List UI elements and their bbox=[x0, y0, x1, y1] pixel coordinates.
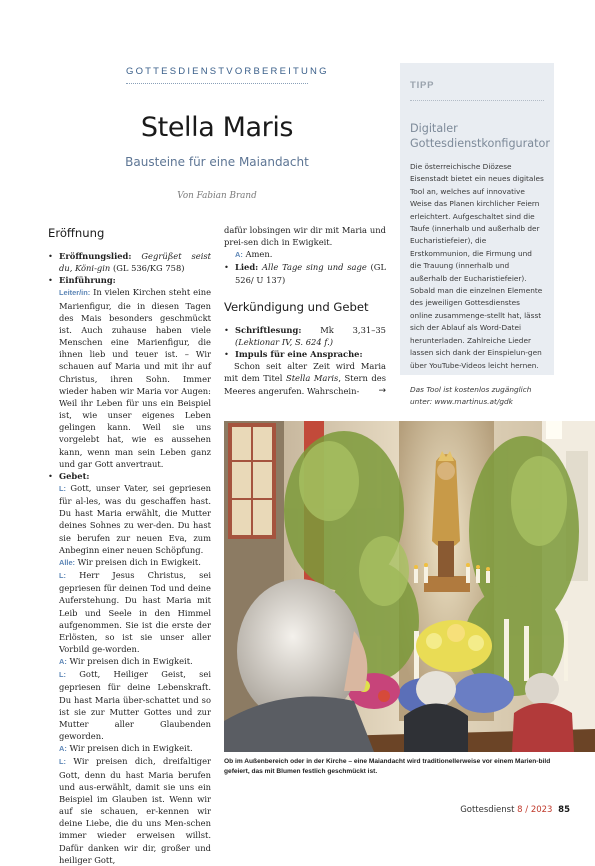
page-number: 85 bbox=[558, 805, 570, 815]
issue-number: 8 / 2023 bbox=[517, 805, 553, 815]
heading-eroeffnung: Eröffnung bbox=[48, 226, 105, 240]
tip-note: Das Tool ist kostenlos zugänglich unter: www.martinus.at/gdk bbox=[410, 384, 532, 407]
response-line-1 bbox=[48, 556, 211, 569]
gebet-line-2 bbox=[48, 569, 211, 655]
response-text-1: Wir preisen dich in Ewigkeit. bbox=[77, 556, 201, 567]
einfuehrung-text bbox=[48, 286, 211, 469]
label-gebet: Gebet: bbox=[59, 470, 90, 481]
speaker-label: L: bbox=[59, 757, 66, 767]
article-subtitle: Bausteine für eine Maiandacht bbox=[125, 155, 309, 169]
gebet-text-2: Herr Jesus Christus, sei gepriesen für deinen Tod und deine Auferstehung. Du hast Maria mit Leib und Seele in den Himmel aufgenommen. Sie ist die erste der Erlösten, so ist sie unser aller Vorbild ge-worden. bbox=[59, 570, 211, 654]
speaker-label: A: bbox=[59, 744, 67, 754]
ref-lektionar: (Lektionar IV, S. 624 f.) bbox=[235, 336, 333, 347]
gebet-text-4: Wir preisen dich, dreifaltiger Gott, denn du hast Maria berufen und aus-erwählt, damit sie uns ein Beispiel im Glauben ist. Wenn wir auf sie schauen, er-kennen wir deine Liebe, die du uns Men-schen immer wieder erweisen willst. Dafür danken wir dir, großer und heiliger Gott, bbox=[59, 756, 211, 865]
speaker-label: L: bbox=[59, 571, 66, 581]
response-line-3 bbox=[48, 742, 211, 755]
amen-text: Amen. bbox=[245, 249, 273, 260]
gebet-line-3 bbox=[48, 668, 211, 742]
ref-lied: (GL 526/ U 137) bbox=[235, 262, 386, 285]
bullet-einfuehrung bbox=[48, 274, 211, 286]
magazine-name: Gottesdienst bbox=[460, 805, 515, 815]
gebet-text-1: Gott, unser Vater, sei gepriesen für al-les, was du geschaffen hast. Du hast Maria erwählt, die Mutter deines Sohnes zu wer-den. Du hast sie berufen zur neuen Eva, zum Anbeginn einer neuen Schöpfung. bbox=[59, 482, 211, 555]
column-left bbox=[48, 226, 211, 866]
gebet-line-1 bbox=[48, 482, 211, 556]
response-text-2: Wir preisen dich in Ewigkeit. bbox=[69, 656, 193, 667]
label-eroeffnungslied: Eröffnungslied: bbox=[59, 251, 132, 261]
bullet-eroeffnungslied bbox=[48, 250, 211, 274]
bullet-schriftlesung bbox=[224, 324, 386, 348]
tip-divider bbox=[410, 100, 544, 101]
section-kicker: GOTTESDIENSTVORBEREITUNG bbox=[126, 66, 329, 77]
maiandacht-illustration bbox=[224, 421, 595, 752]
label-schriftlesung: Schriftlesung: bbox=[235, 324, 302, 335]
speaker-label: L: bbox=[59, 670, 66, 680]
gebet-line-4 bbox=[48, 755, 211, 865]
speaker-label: Leiter/in: bbox=[59, 288, 91, 298]
article-title: Stella Maris bbox=[140, 112, 294, 143]
response-line-2 bbox=[48, 655, 211, 668]
ref-schriftlesung: Mk 3,31–35 bbox=[320, 324, 386, 335]
einfuehrung-body: In vielen Kirchen steht eine Marienfigur, die in diesen Tagen des Mais besonders geschmückt ist. Auch zuhause haben viele Menschen eine Marienfigur, die ihnen lieb und teuer ist. – Wir schauen auf Maria und mit ihr auf Christus, ihren Sohn. Immer wieder haben wir Maria vor Augen: Weil ihr Leben für uns ein Beispiel ist, wie unser eigenes Leben gelingen kann. Weil sie uns vorgelebt hat, wie es aussehen kann, wenn man sein Leben ganz und gar Gott anvertraut. bbox=[59, 287, 212, 469]
impuls-title: Stella Maris bbox=[285, 373, 339, 384]
impuls-text-post: , Stern des Meeres angerufen. Wahrschein- bbox=[224, 373, 386, 396]
column-middle bbox=[224, 224, 386, 397]
photo-caption: Ob im Außenbereich oder in der Kirche – eine Maiandacht wird traditionellerweise vor einem Marien-bild gefeiert, das mit Blumen festlich geschmückt ist. bbox=[224, 758, 551, 775]
tip-heading: Digitaler Gottesdienstkonfigurator bbox=[410, 122, 550, 150]
page-footer bbox=[440, 805, 570, 815]
speaker-label: Alle: bbox=[59, 557, 76, 567]
label-lied: Lied: bbox=[235, 262, 259, 273]
kicker-divider bbox=[126, 83, 308, 84]
ref-eroeffnungslied: (GL 536/KG 758) bbox=[112, 263, 185, 274]
bullet-lied bbox=[224, 261, 386, 285]
speaker-label: A: bbox=[235, 250, 243, 260]
song-eroeffnungslied: Gegrüßet seist du, Köni-gin bbox=[59, 251, 211, 274]
continue-arrow-icon: → bbox=[378, 385, 386, 396]
church-photo bbox=[224, 421, 595, 752]
article-author: Von Fabian Brand bbox=[177, 191, 257, 201]
label-impuls: Impuls für eine Ansprache: bbox=[235, 349, 363, 360]
response-text-3: Wir preisen dich in Ewigkeit. bbox=[69, 743, 193, 754]
impuls-text-pre: Schon seit alter Zeit wird Maria mit dem Titel bbox=[224, 361, 386, 384]
impuls-text bbox=[224, 360, 386, 396]
amen-line bbox=[224, 248, 386, 261]
gebet-continuation: dafür lobsingen wir dir mit Maria und prei-sen dich in Ewigkeit. bbox=[224, 225, 386, 248]
tip-body: Die österreichische Diözese Eisenstadt bietet ein neues digitales Tool an, welches auf innovative Weise das Planen kirchlicher Feiern erleichtert. Aufgeschaltet sind die Taufe (innerhalb und außerhalb der Eucharistiefeier), die Erstkommunion, die Firmung und die Trauung (innerhalb und außerhalb der Eucharistiefeier). Sobald man die einzelnen Elemente des jeweiligen Gottesdienstes online zusammenge-stellt hat, lässt sich der Ablauf als Word-Datei herunterladen. Zahlreiche Lieder lassen sich dank der Einspielun-gen über YouTube-Videos leicht hernen. bbox=[410, 162, 544, 370]
bullet-impuls bbox=[224, 348, 386, 360]
label-einfuehrung: Einführung: bbox=[59, 275, 116, 286]
tip-box bbox=[400, 63, 554, 407]
gebet-text-3: Gott, Heiliger Geist, sei gepriesen für deine Lebenskraft. Du hast Maria über-schattet und so ist sie zur Mutter Gottes und zur Mutter aller Glaubenden geworden. bbox=[59, 669, 211, 742]
heading-verkuendigung: Verkündigung und Gebet bbox=[224, 299, 369, 314]
song-lied: Alle Tage sing und sage bbox=[262, 262, 367, 273]
bullet-gebet bbox=[48, 470, 211, 482]
speaker-label: L: bbox=[59, 483, 66, 493]
speaker-label: A: bbox=[59, 657, 67, 667]
tip-label: TIPP bbox=[410, 80, 435, 91]
